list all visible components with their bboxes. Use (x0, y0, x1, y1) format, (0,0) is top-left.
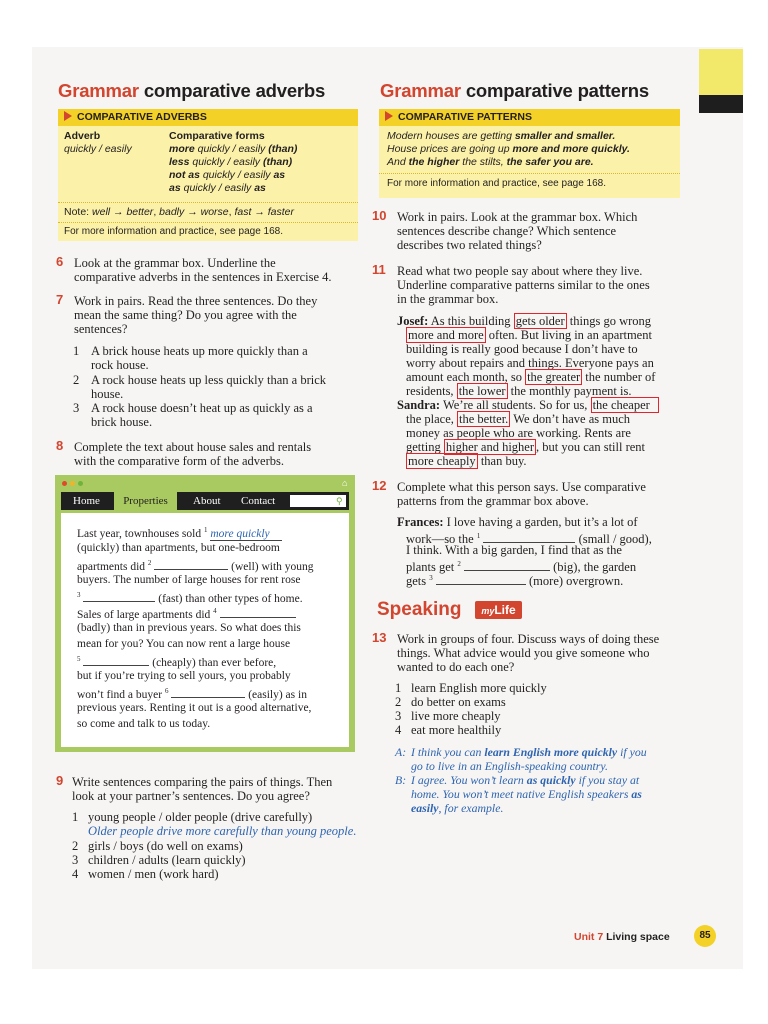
highlight: the lower (458, 384, 506, 398)
frances-blank-2[interactable] (464, 559, 550, 571)
grammar-note: Note: well → better, badly → worse, fast → faster (64, 206, 295, 218)
speaking-heading: Speaking (377, 599, 462, 620)
comparative-forms: more quickly / easily (than) less quickly / easily (than) not as quickly / easily as as quickly / easily as (169, 143, 298, 194)
page-tab (699, 49, 743, 97)
exercise-9-example: Older people drive more carefully than young people. (88, 824, 357, 838)
textbook-page: Grammar comparative adverbs COMPARATIVE ADVERBS Adverb quickly / easily Comparative forms more quickly / easily (than) less quickly / easily (than) not as quickly / easily as as quickly / easily as Note: well → better, badly → worse, fast → faster For more information and practice, see page 168. 6 Look at the grammar box. Underline the comparative adverbs in the sentences in Exercise 4. 7 Work in pairs. Read the three sentences. Do they mean the same thing? Do you agree with the sentences? 1 A brick house heats up more quickly than a rock house. 2 A rock house heats up less quickly than a brick house. 3 A rock house doesn’t heat up as quickly as a brick house. 8 Complete the text about house sales and rentals with the comparative form of the adverbs. ⌂ Home Properties About Contact ⚲ Last year, townhouses sold $^1$ more quickly (quickly) than apartments, but one-bedroom apartments did $^2$ (well) with young buyers. The number of large houses for rent rose $^3$ (fast) than other types of home. Sales of large apartments did $^4$ (badly) than in previous years. So what does this mean for you? You can now rent a large house $^5$ (cheaply) than ever before, but if you’re trying to sell yours, you probably won’t find a buyer $^6$ (easily) as in previous years. Renting it out is a good alternative, so come and talk to us today. 9 Write sentences comparing the pairs of things. Then look at your partner’s sentences. Do you agree? 1 young people / older people (drive carefully) Older people drive more carefully than young people. 2 girls / boys (do well on exams) 3 children / adults (learn quickly) 4 women / men (work hard) Grammar comparative patterns COMPARATIVE PATTERNS Modern houses are getting smaller and smaller. House prices are going up more and more quickly. And the higher the stilts, the safer you are. For more information and practice, see page 168. 10 Work in pairs. Look at the grammar box. Which sentences describe change? Which sentence describes two related things? 11 Read what two people say about where they live. Underline comparative patterns similar to the ones in the grammar box. Josef: As this building gets older things go wrong more and more often. But living in an apartment building is really good because I don’t have to worry about repairs and things. Everyone pays an amount each month, so the greater the number of residents, the lower the monthly payment is. Sandra: We’re all students. So for us, the cheaper the place, the better. We don’t have as much money as people who are working. Rents are getting higher and higher , but you can still rent more cheaply than buy. 12 Complete what this person says. Use comparative patterns from the grammar box above. Frances: I love having a garden, but it’s a lot of work—so the $^1$ (small / good), I think. With a big garden, I find that as the plants get $^2$ (big), the garden gets $^3$ (more) overgrown. Speaking myLife 13 Work in groups of four. Discuss ways of doing these things. What advice would you give someone who wanted to do each one? 1 learn English more quickly 2 do better on exams 3 live more cheaply 4 eat more healthily A: I think you can learn English more quickly if you go to live in an English-speaking country. B: I agree. You won’t learn as quickly if you stay at home. You won’t meet native English speakers as easily, for example. Unit 7 Living space 85 (32, 47, 743, 969)
grammar-box-bar-right: COMPARATIVE PATTERNS (379, 109, 680, 126)
exercise-8-number: 8 (56, 438, 64, 453)
highlight: the greater (527, 370, 581, 384)
highlight: the cheaper (591, 397, 659, 413)
right-heading: Grammar comparative patterns (380, 80, 649, 101)
triangle-icon (385, 111, 393, 121)
website-nav (61, 492, 349, 510)
exercise-12-number: 12 (372, 478, 387, 493)
page-number: 85 (694, 925, 716, 947)
home-icon: ⌂ (342, 478, 348, 488)
blank-5[interactable] (83, 654, 149, 666)
more-info-left: For more information and practice, see page 168. (64, 226, 284, 237)
exercise-11-number: 11 (372, 262, 386, 277)
mylife-badge: myLife (475, 601, 522, 619)
exercise-9-number: 9 (56, 773, 64, 788)
website-box (55, 475, 355, 752)
blank-6[interactable] (171, 686, 245, 698)
pattern-examples: Modern houses are getting smaller and smaller. House prices are going up more and more quickly. And the higher the stilts, the safer you are. (387, 130, 630, 168)
frances-blank-1[interactable] (483, 531, 575, 543)
exercise-7-number: 7 (56, 292, 64, 307)
adverb-value: quickly / easily (64, 143, 132, 155)
exercise-10-number: 10 (372, 208, 387, 223)
nav-home[interactable]: Home (73, 495, 100, 507)
highlight: higher and higher (445, 440, 535, 454)
nav-contact[interactable]: Contact (241, 495, 276, 507)
highlight: more and more (408, 328, 484, 342)
triangle-icon (64, 111, 72, 121)
nav-about[interactable]: About (193, 495, 221, 507)
frances-blank-3[interactable] (436, 573, 526, 585)
exercise-6-number: 6 (56, 254, 64, 269)
blank-3[interactable] (83, 590, 155, 602)
blank-2[interactable] (154, 558, 228, 570)
col-head-adverb: Adverb (64, 130, 101, 142)
footer-unit: Unit 7 Living space (574, 931, 670, 943)
left-heading: Grammar comparative adverbs (58, 80, 326, 101)
highlight: gets older (515, 314, 565, 328)
grammar-box-bar: COMPARATIVE ADVERBS (58, 109, 358, 126)
answer-1: more quickly (210, 528, 282, 541)
highlight: more cheaply (408, 454, 476, 468)
exercise-13-number: 13 (372, 630, 387, 645)
col-head-forms: Comparative forms (169, 130, 265, 142)
website-text: Last year, townhouses sold $^1$ more quickly (quickly) than apartments, but one-bedroom apartments did $^2$ (well) with young buyers. The number of large houses for rent rose $^3$ (fast) than other types of home. Sales of large apartments did $^4$ (badly) than in previous years. So what does this mean for you? You can now rent a large house $^5$ (cheaply) than ever before, but if you’re trying to sell yours, you probably won’t find a buyer $^6$ (easily) as in previous years. Renting it out is a good alternative, so come and talk to us today. (61, 513, 349, 747)
nav-properties[interactable]: Properties (114, 492, 177, 510)
grammar-box-patterns (379, 109, 680, 198)
blank-4[interactable] (220, 606, 296, 618)
grammar-box-adverbs (58, 109, 358, 241)
highlight: the better. (459, 412, 509, 426)
search-icon[interactable]: ⚲ (336, 496, 343, 506)
page-tab-black (699, 95, 743, 113)
more-info-right: For more information and practice, see page 168. (387, 178, 607, 189)
